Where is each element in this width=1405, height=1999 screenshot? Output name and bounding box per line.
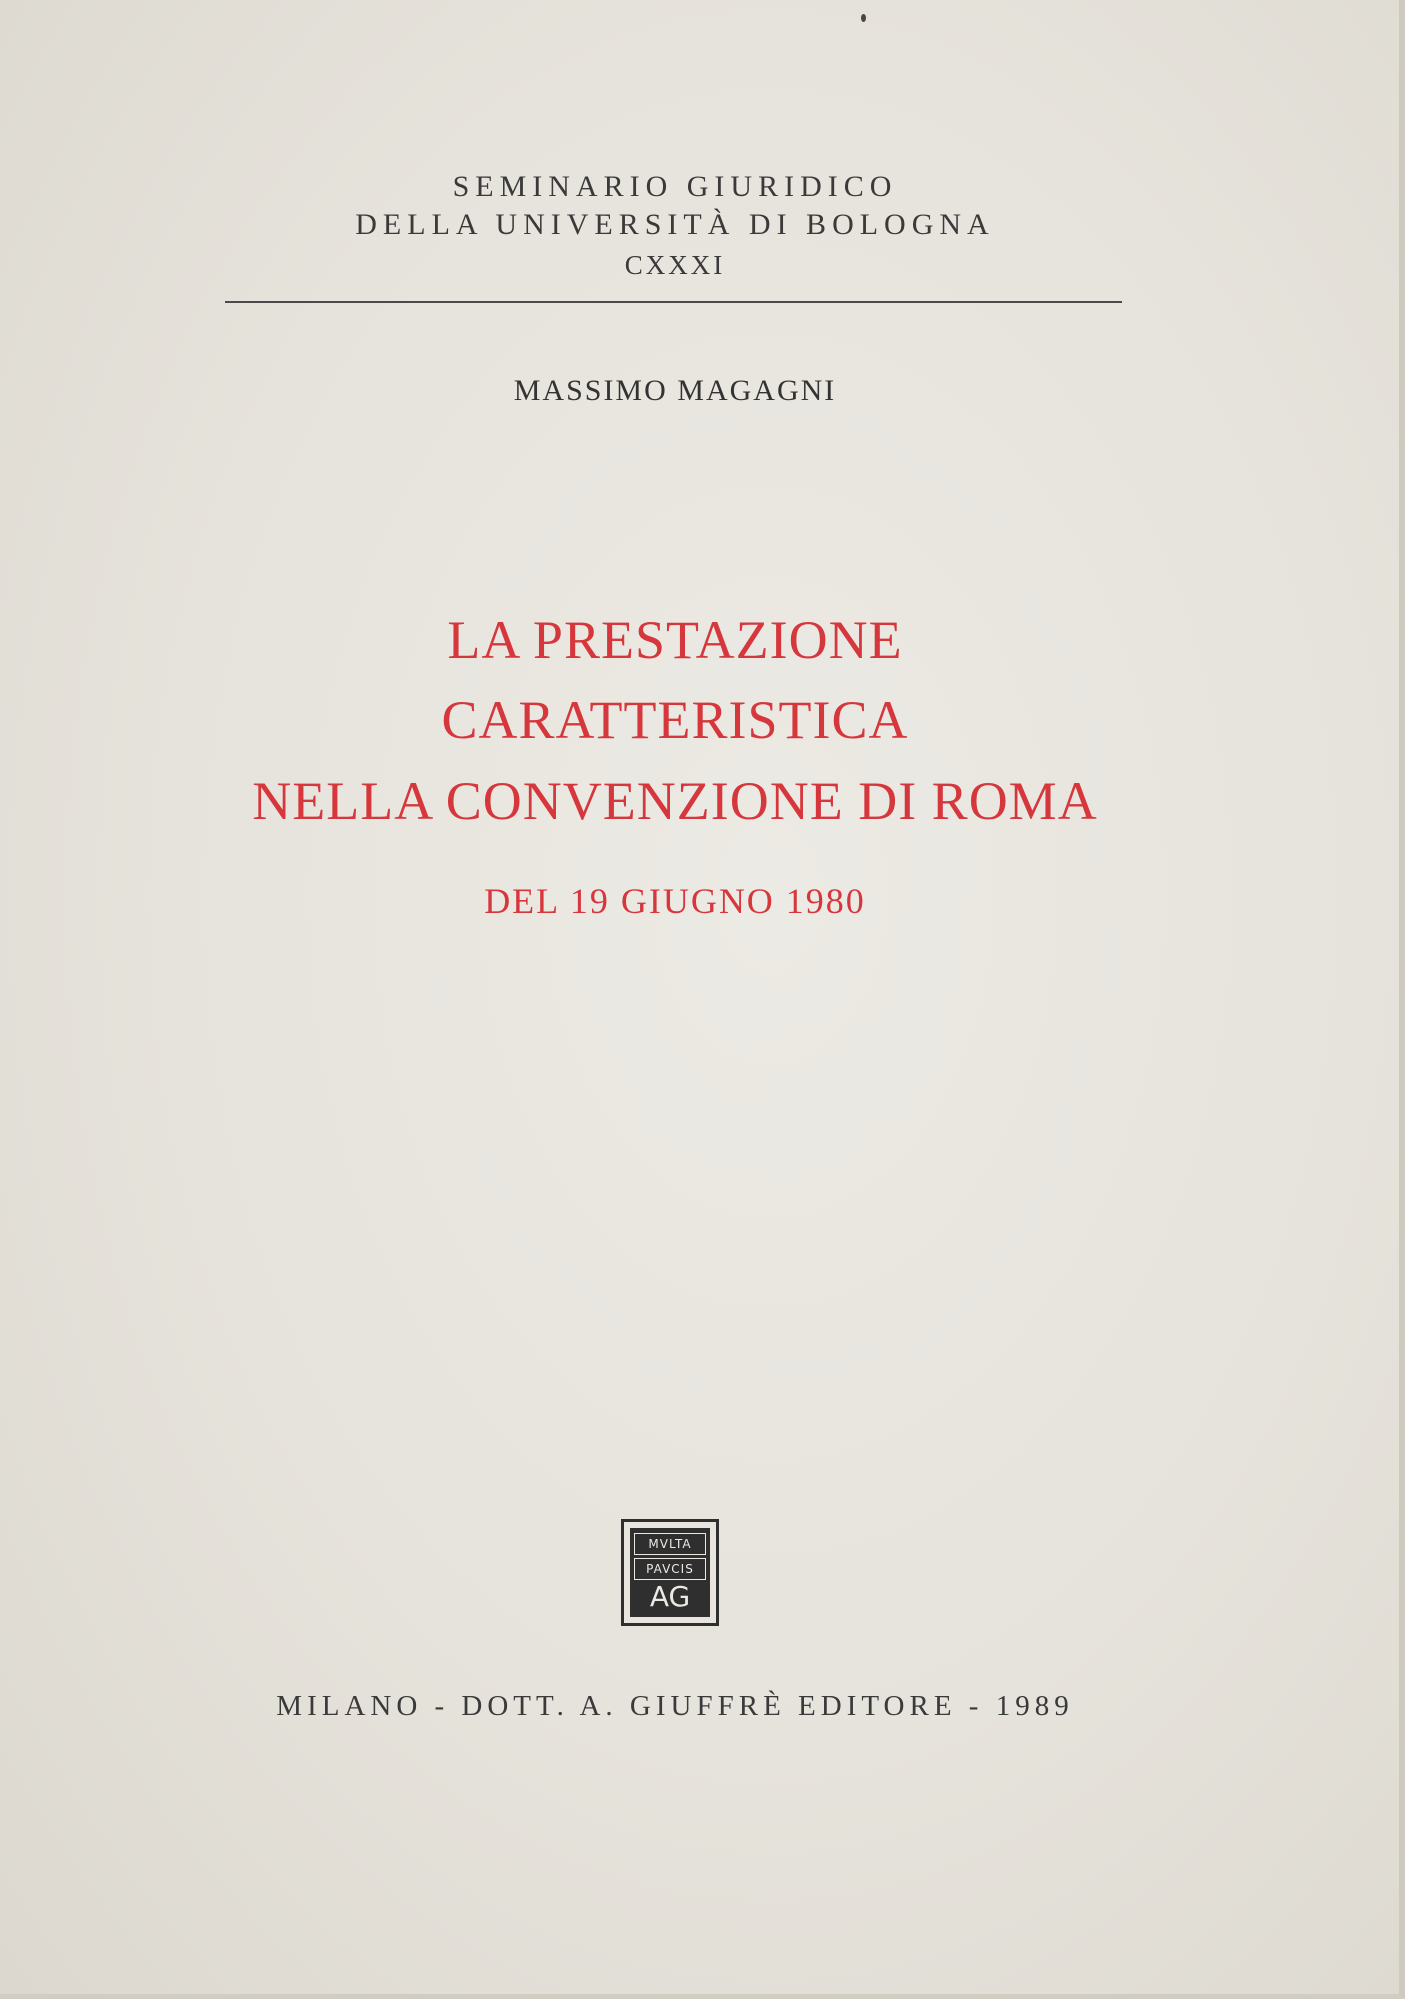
author-name: MASSIMO MAGAGNI bbox=[513, 374, 837, 407]
series-institution: DELLA UNIVERSITÀ DI BOLOGNA bbox=[355, 208, 995, 241]
logo-badge bbox=[630, 1528, 710, 1617]
title-line-2: CARATTERISTICA bbox=[441, 690, 909, 750]
title-line-1: LA PRESTAZIONE bbox=[447, 610, 903, 670]
title-line-3: NELLA CONVENZIONE DI ROMA bbox=[252, 771, 1098, 831]
divider-rule bbox=[225, 301, 1122, 303]
publisher-imprint: MILANO - DOTT. A. GIUFFRÈ EDITORE - 1989 bbox=[276, 1690, 1074, 1722]
series-name: SEMINARIO GIURIDICO bbox=[452, 170, 898, 203]
publisher-logo bbox=[621, 1519, 719, 1626]
logo-motto-line-1: MVLTA bbox=[634, 1533, 706, 1555]
series-volume: CXXXI bbox=[624, 250, 726, 280]
subtitle: DEL 19 GIUGNO 1980 bbox=[484, 881, 866, 921]
logo-motto-line-2: PAVCIS bbox=[634, 1558, 706, 1580]
logo-initials: AG bbox=[649, 1580, 691, 1613]
ink-speck bbox=[861, 14, 866, 22]
